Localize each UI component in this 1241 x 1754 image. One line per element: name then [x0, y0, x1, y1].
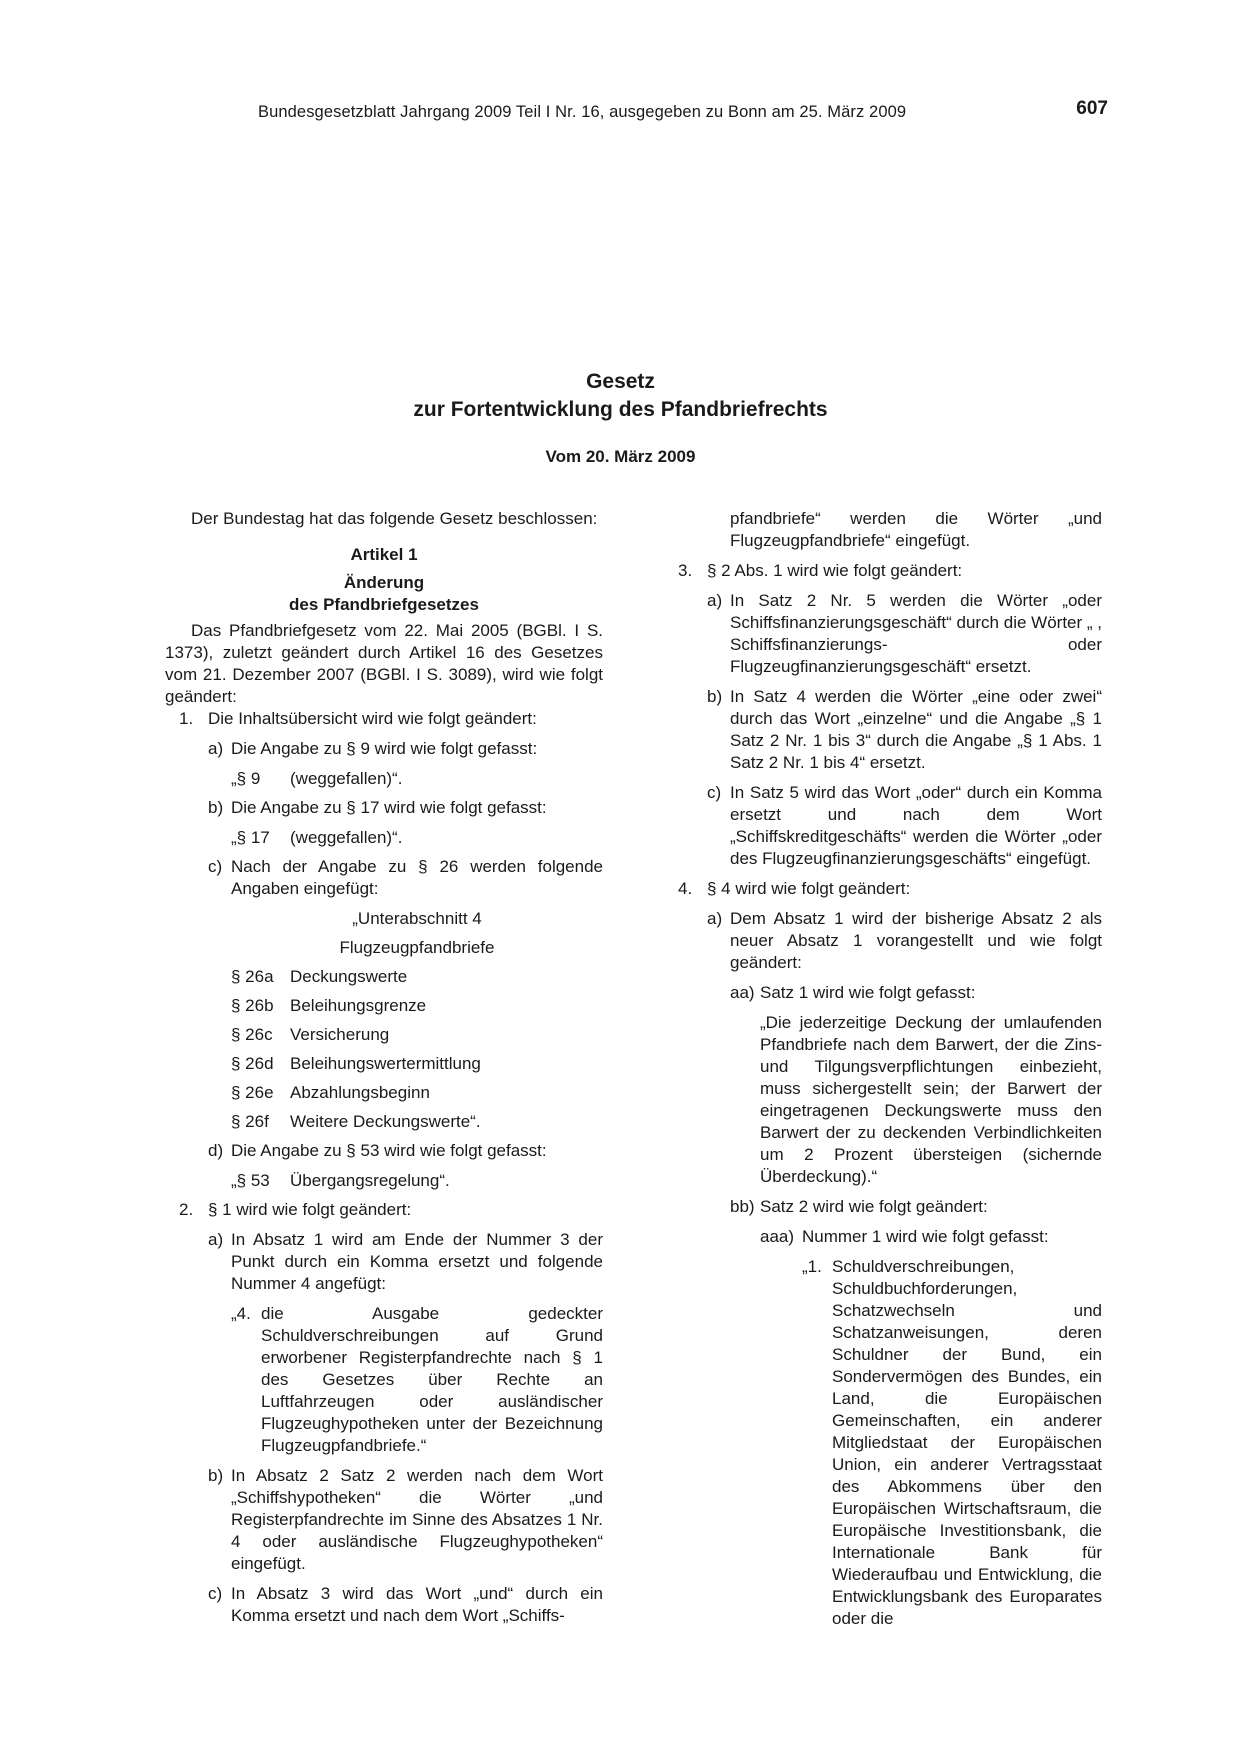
artikel-title-line1: Änderung	[343, 573, 425, 592]
quote-1d: „§ 53 Übergangsregelung“.	[231, 1171, 450, 1190]
toc-row: § 26f Weitere Deckungswerte“.	[231, 1112, 481, 1131]
law-title-line1: Gesetz	[586, 370, 655, 393]
list-item-3b: b) In Satz 4 werden die Wörter „eine oder zwei“ durch das Wort „einzelne“ und die Angabe „§ 1 Satz 2 Nr. 1 bis 3“ durch die Angabe „§ 1 Abs. 1 Satz 2 Nr. 1 bis 4“ ersetzt.	[707, 687, 1102, 772]
list-item-1c: c) Nach der Angabe zu § 26 werden folgende Angaben eingefügt:	[208, 857, 603, 898]
left-column	[165, 508, 603, 1635]
list-item-1a: a) Die Angabe zu § 9 wird wie folgt gefasst:	[208, 739, 538, 758]
toc-subheading-1: „Unterabschnitt 4	[352, 909, 482, 928]
law-date: Vom 20. März 2009	[545, 447, 696, 466]
running-head: Bundesgesetzblatt Jahrgang 2009 Teil I Nr. 16, ausgegeben zu Bonn am 25. März 2009	[258, 103, 907, 121]
toc-row: § 26b Beleihungsgrenze	[231, 996, 427, 1015]
list-item-4a-bb-aaa: aaa) Nummer 1 wird wie folgt gefasst:	[760, 1227, 1049, 1246]
lead-paragraph: Das Pfandbriefgesetz vom 22. Mai 2005 (BGBl. I S. 1373), zuletzt geändert durch Artikel 16 des Gesetzes vom 21. Dezember 2007 (BGBl. I S. 3089), wird wie folgt geändert:	[165, 621, 603, 706]
quote-1b: „§ 17 (weggefallen)“.	[231, 828, 403, 847]
list-item-3a: a) In Satz 2 Nr. 5 werden die Wörter „oder Schiffsfinanzierungsgeschäft“ durch die Wörter „ , Schiffsfinanzierungs- oder Flugzeugfinanzierungsgeschäft“ ersetzt.	[707, 591, 1102, 676]
list-item-1b: b) Die Angabe zu § 17 wird wie folgt gefasst:	[208, 798, 547, 817]
list-item-4a-aa: aa) Satz 1 wird wie folgt gefasst:	[730, 983, 976, 1002]
law-title	[0, 368, 1241, 424]
toc-row: § 26a Deckungswerte	[231, 967, 408, 986]
list-item-2a: a) In Absatz 1 wird am Ende der Nummer 3 der Punkt durch ein Komma ersetzt und folgende Nummer 4 angefügt:	[208, 1230, 603, 1293]
law-title-line2: zur Fortentwicklung des Pfandbriefrechts	[413, 398, 828, 421]
list-item-4a-bb: bb) Satz 2 wird wie folgt geändert:	[730, 1197, 988, 1216]
quote-aa: „Die jederzeitige Deckung der umlaufenden Pfandbriefe nach dem Barwert, der die Zins- und Tilgungsverpflichtungen einbezieht, muss sichergestellt sein; der Barwert der eingetragenen Deckungswerte muss den Barwert der zu deckenden Verbindlichkeiten um 2 Prozent übersteigen (sichernde Überdeckung).“	[760, 1013, 1102, 1186]
quote-nummer-1: „1. Schuldverschreibungen, Schuldbuchforderungen, Schatzwechseln und Schatzanweisungen, deren Schuldner der Bund, ein Sondervermögen des Bundes, ein Land, die Europäischen Gemeinschaften, ein anderer Mitgliedstaat der Europäischen Union, ein anderer Vertragsstaat des Abkommens über den Europäischen Wirtschaftsraum, die Europäische Investitionsbank, die Internationale Bank für Wiederaufbau und Entwicklung, die Entwicklungsbank des Europarates oder die	[802, 1257, 1102, 1628]
list-item-1d: d) Die Angabe zu § 53 wird wie folgt gefasst:	[208, 1141, 547, 1160]
list-item-2b: b) In Absatz 2 Satz 2 werden nach dem Wort „Schiffshypotheken“ die Wörter „und Registerpfandrechte im Sinne des Absatzes 1 Nr. 4 oder ausländische Flugzeughypotheken“ eingefügt.	[208, 1466, 603, 1573]
list-item-1: 1. Die Inhaltsübersicht wird wie folgt geändert:	[179, 709, 537, 728]
list-item-3: 3. § 2 Abs. 1 wird wie folgt geändert:	[678, 561, 963, 580]
list-item-4a: a) Dem Absatz 1 wird der bisherige Absatz 2 als neuer Absatz 1 vorangestellt und wie folgt geändert:	[707, 909, 1102, 972]
toc-list	[165, 966, 603, 1133]
artikel-heading: Artikel 1	[350, 545, 418, 564]
list-item-2: 2. § 1 wird wie folgt geändert:	[179, 1200, 412, 1219]
toc-row: § 26d Beleihungswertermittlung	[231, 1054, 481, 1073]
list-item-3c: c) In Satz 5 wird das Wort „oder“ durch ein Komma ersetzt und nach dem Wort „Schiffskreditgeschäfts“ werden die Wörter „oder des Flugzeugfinanzierungsgeschäfts“ eingefügt.	[707, 783, 1102, 868]
intro-paragraph: Der Bundestag hat das folgende Gesetz beschlossen:	[191, 509, 598, 528]
toc-row: § 26e Abzahlungsbeginn	[231, 1083, 430, 1102]
toc-row: § 26c Versicherung	[231, 1025, 390, 1044]
list-item-4: 4. § 4 wird wie folgt geändert:	[678, 879, 911, 898]
continuation-2c: pfandbriefe“ werden die Wörter „und Flugzeugpfandbriefe“ eingefügt.	[730, 509, 1102, 550]
right-column	[664, 508, 1102, 1638]
quote-2a: „4. die Ausgabe gedeckter Schuldverschreibungen auf Grund erworbener Registerpfandrechte nach § 1 des Gesetzes über Rechte an Luftfahrzeugen oder ausländischer Flugzeughypotheken unter der Bezeichnung Flugzeugpfandbriefe.“	[231, 1304, 603, 1455]
page-number: 607	[1076, 98, 1108, 119]
artikel-title-line2: des Pfandbriefgesetzes	[289, 595, 479, 614]
list-item-2c: c) In Absatz 3 wird das Wort „und“ durch ein Komma ersetzt und nach dem Wort „Schiffs-	[208, 1584, 603, 1625]
toc-subheading-2: Flugzeugpfandbriefe	[339, 938, 495, 957]
quote-1a: „§ 9 (weggefallen)“.	[231, 769, 403, 788]
